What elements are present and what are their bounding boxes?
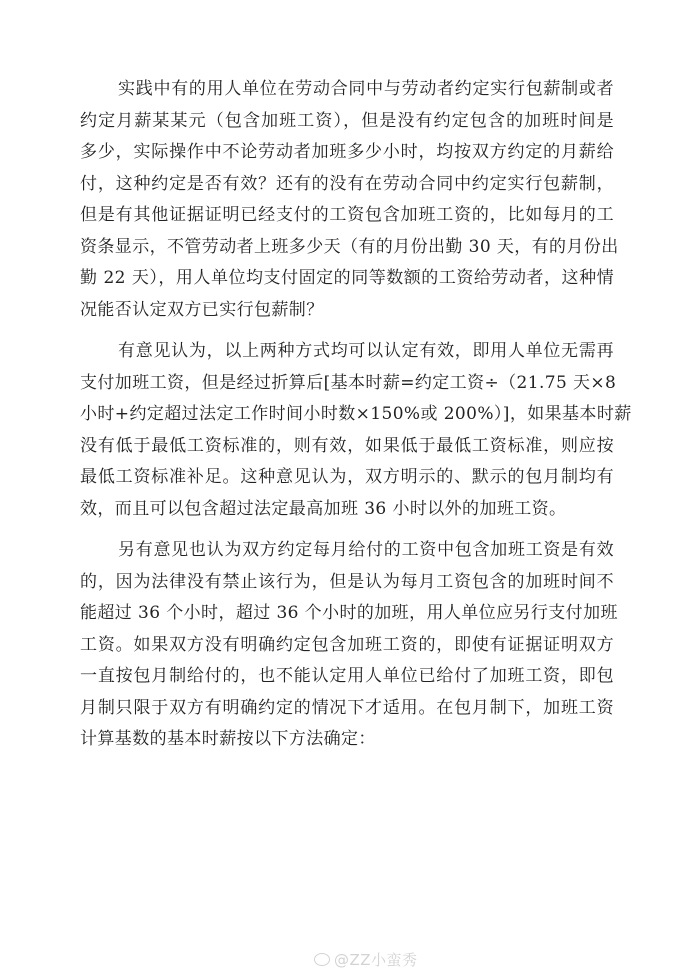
document-body: [80, 74, 632, 766]
paragraph-2: [80, 336, 632, 525]
watermark: [314, 949, 418, 970]
text-line: 月制只限于双方有明确约定的情况下才适用。在包月制下，加班工资: [80, 697, 614, 718]
text-line: 最低工资标准补足。这种意见认为，双方明示的、默示的包月制均有: [80, 467, 614, 487]
text-line: 实践中有的用人单位在劳动合同中与劳动者约定实行包薪制或者: [118, 79, 614, 99]
paragraph-3: [80, 535, 618, 756]
text-line: 能超过 36 个小时，超过 36 个小时的加班，用人单位应另行支付加班: [80, 603, 618, 623]
text-line: 小时+约定超过法定工作时间小时数×150%或 200%）]，如果基本时薪: [80, 404, 632, 424]
watermark-text: @ZZ小蛮秀: [334, 951, 418, 969]
text-line: 的，因为法律没有禁止该行为，但是认为每月工资包含的加班时间不: [80, 571, 614, 592]
text-line: 勤 22 天），用人单位均支付固定的同等数额的工资给劳动者，这种情: [80, 268, 614, 288]
text-line: 况能否认定双方已实行包薪制？: [80, 299, 324, 320]
text-line: 计算基数的基本时薪按以下方法确定：: [80, 729, 376, 749]
text-line: 多少，实际操作中不论劳动者加班多少小时，均按双方约定的月薪给: [80, 142, 614, 162]
text-line: 一直按包月制给付的，也不能认定用人单位已给付了加班工资，即包: [80, 666, 614, 686]
text-line: 有意见认为，以上两种方式均可以认定有效，即用人单位无需再: [118, 341, 614, 361]
text-line: 付，这种约定是否有效？还有的没有在劳动合同中约定实行包薪制，: [80, 173, 614, 194]
text-line: 但是有其他证据证明已经支付的工资包含加班工资的，比如每月的工: [80, 205, 614, 225]
text-line: 资条显示，不管劳动者上班多少天（有的月份出勤 30 天，有的月份出: [80, 236, 619, 257]
text-line: 支付加班工资，但是经过折算后[基本时薪=约定工资÷（21.75 天×8: [80, 372, 617, 393]
text-line: 另有意见也认为双方约定每月给付的工资中包含加班工资是有效: [118, 540, 614, 560]
text-line: 约定月薪某某元（包含加班工资），但是没有约定包含的加班时间是: [80, 110, 614, 131]
text-line: 工资。如果双方没有明确约定包含加班工资的，即使有证据证明双方: [80, 634, 614, 655]
paragraph-1: [80, 74, 619, 326]
text-line: 效，而且可以包含超过法定最高加班 36 小时以外的加班工资。: [80, 498, 567, 519]
weibo-icon: [314, 953, 330, 966]
text-line: 没有低于最低工资标准的，则有效，如果低于最低工资标准，则应按: [80, 435, 614, 456]
